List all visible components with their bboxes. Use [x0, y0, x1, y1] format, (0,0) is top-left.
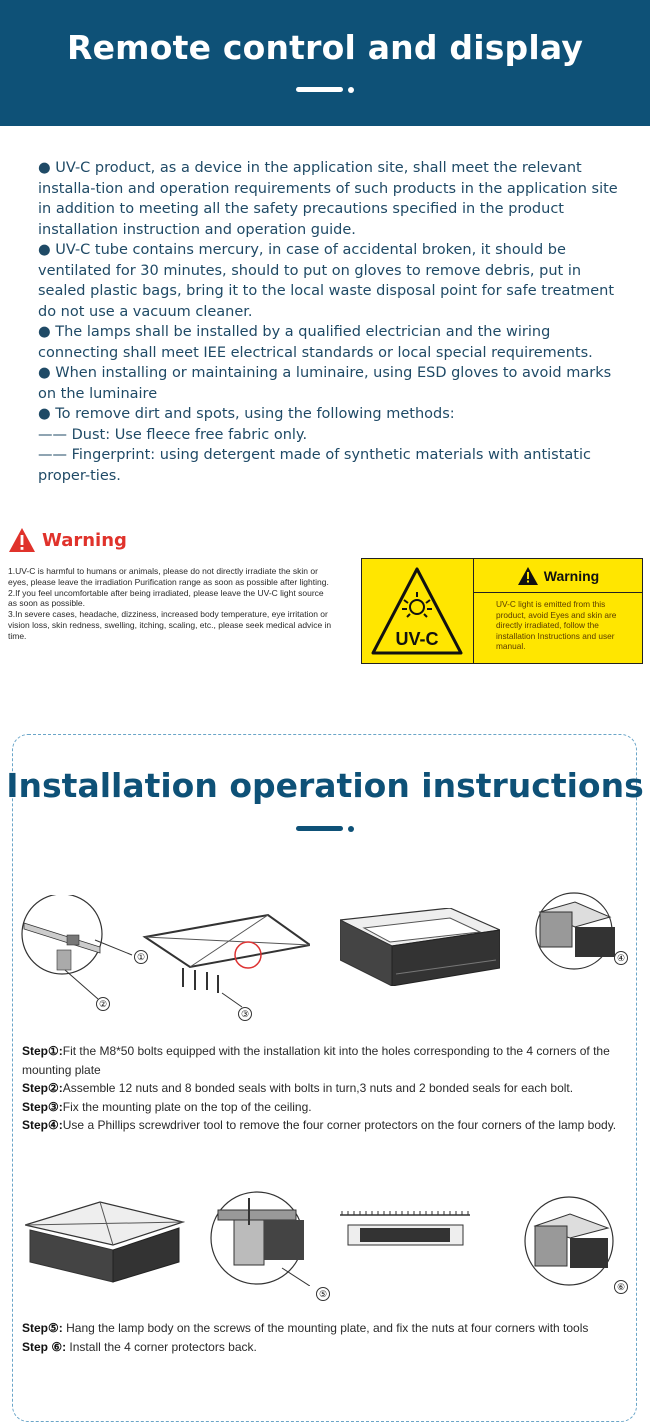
step-text: Assemble 12 nuts and 8 bonded seals with bolts in turn,3 nuts and 2 bonded seals for each bolt.: [62, 1081, 574, 1095]
note-item: ● To remove dirt and spots, using the following methods:: [38, 406, 455, 422]
uvc-symbol-panel: [362, 559, 474, 663]
step-item: [22, 1116, 634, 1135]
note-item: —— Dust: Use fleece free fabric only.: [38, 426, 308, 443]
section-title: Installation operation instructions: [6, 766, 644, 805]
note-item: ● The lamps shall be installed by a qualified electrician and the wiring connecting shall meet IEE electrical standards or local special requirements.: [38, 324, 593, 361]
corner-protector-detail-illustration: [520, 1196, 618, 1286]
uvc-symbol-text: UV-C: [395, 629, 439, 649]
uvc-warning-sign: [361, 558, 643, 664]
note-item: —— Fingerprint: using detergent made of synthetic materials with antistatic proper-ties.: [38, 447, 591, 484]
step-text: Use a Phillips screwdriver tool to remove the four corner protectors on the four corners of the lamp body.: [62, 1118, 617, 1132]
step-label: Step③:: [22, 1099, 63, 1114]
steps-group-b: [22, 1319, 634, 1356]
step-item: [22, 1079, 634, 1098]
callout-3: ③: [238, 1007, 252, 1021]
sign-title: Warning: [543, 567, 600, 584]
warning-text: [8, 566, 332, 642]
step-text: Install the 4 corner protectors back.: [66, 1339, 257, 1354]
step-item: [22, 1319, 634, 1338]
note-item: ● UV-C product, as a device in the application site, shall meet the relevant installa-tion and operation requirements of such products in the application site in addition to meeting all the safety precautions specified in the product installation instruction and operation guide.: [38, 160, 618, 238]
title-underline-dot: [348, 87, 354, 93]
note-item: ● When installing or maintaining a luminaire, using ESD gloves to avoid marks on the luminaire: [38, 365, 612, 402]
sign-header: [474, 559, 642, 593]
note-item: ● UV-C tube contains mercury, in case of accidental broken, it should be ventilated for 30 minutes, should to put on gloves to remove debris, put in sealed plastic bags, bring it to the local waste disposal point for safe treatment do not use a vacuum cleaner.: [38, 242, 615, 320]
step-text: Fix the mounting plate on the top of the ceiling.: [62, 1099, 312, 1114]
step-item: [22, 1042, 634, 1079]
sign-body: UV-C light is emitted from this product, avoid Eyes and skin are directly irradiated, follow the installation Instructions and user manual.: [496, 599, 617, 651]
uvc-hazard-icon: [362, 559, 472, 662]
step-item: [22, 1338, 634, 1357]
header-banner: [0, 0, 650, 126]
step-label: Step⑤:: [22, 1321, 63, 1335]
section-underline-dot: [348, 826, 354, 832]
callout-5: ⑤: [316, 1287, 330, 1301]
ceiling-mounted-side-view-illustration: [340, 1210, 470, 1260]
step-text: Hang the lamp body on the screws of the mounting plate, and fix the nuts at four corners with tools: [62, 1321, 589, 1335]
step-label: Step①:: [22, 1044, 63, 1058]
callout-4: ④: [614, 951, 628, 965]
nut-fixing-detail-illustration: [204, 1190, 310, 1286]
step-item: [22, 1098, 634, 1117]
mounting-plate-illustration: [20, 895, 310, 1030]
steps-group-a: [22, 1042, 634, 1135]
warning-item: 3.In severe cases, headache, dizziness, increased body temperature, eye irritation or vision loss, skin redness, swelling, itching, scaling, etc., please seek medical advice in time.: [8, 609, 332, 641]
safety-notes: [38, 158, 620, 486]
warning-item: 1.UV-C is harmful to humans or animals, please do not directly irradiate the skin or eyes, please leave the irradiation Purification range as soon as possible after lighting.: [8, 566, 329, 587]
hanging-lamp-illustration: [25, 1190, 185, 1285]
warning-triangle-icon: [8, 527, 36, 553]
callout-1: ①: [134, 950, 148, 964]
step-label: Step④:: [22, 1118, 63, 1132]
section-underline-dash: [296, 826, 343, 831]
warning-title: Warning: [42, 529, 127, 551]
warning-item: 2.If you feel uncomfortable after being irradiated, please leave the UV-C light source as soon as possible.: [8, 587, 324, 609]
step-label: Step ⑥:: [22, 1339, 67, 1354]
step-text: Fit the M8*50 bolts equipped with the installation kit into the holes corresponding to the 4 corners of the mounting plate: [22, 1044, 610, 1077]
warning-heading: [8, 526, 127, 554]
lamp-body-illustration: [340, 908, 500, 986]
page-title: Remote control and display: [66, 28, 584, 67]
sign-text-panel: [474, 559, 642, 663]
step-label: Step②:: [22, 1081, 63, 1095]
callout-6: ⑥: [614, 1280, 628, 1294]
callout-2: ②: [96, 997, 110, 1011]
title-underline-dash: [296, 87, 343, 92]
warning-triangle-icon: [517, 566, 539, 586]
